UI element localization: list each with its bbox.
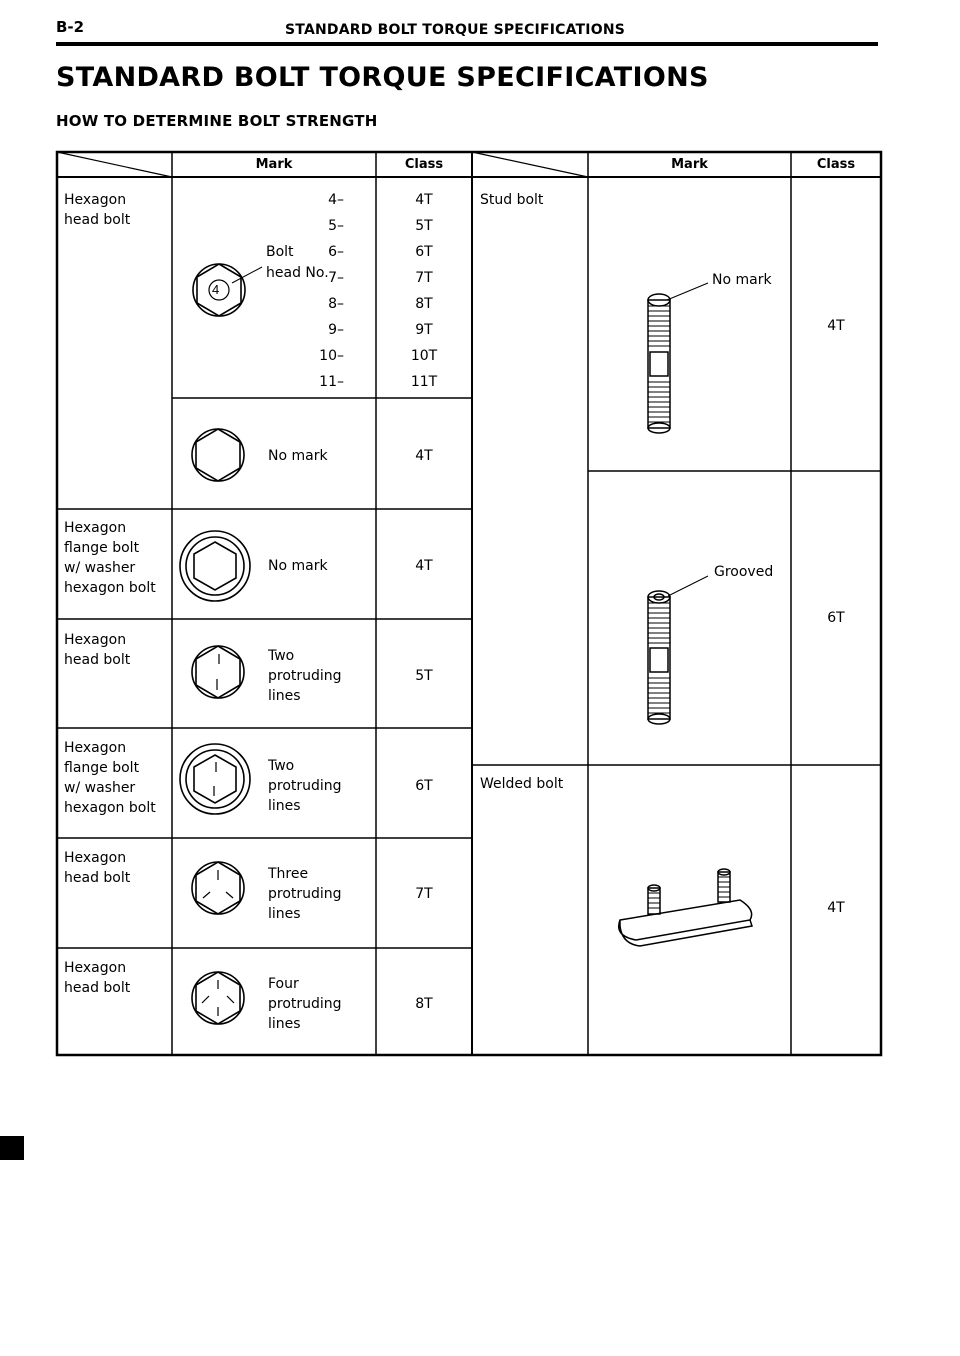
row3-mark: No mark (268, 558, 328, 574)
stud-bolt-icon (648, 576, 708, 724)
hexagon-flange-bolt-icon (180, 744, 250, 814)
header-class-right: Class (816, 157, 856, 172)
class-value: 9T (415, 322, 433, 338)
row4-bolt-type: Hexagon head bolt (64, 632, 131, 668)
head-number-mark: 10– (319, 348, 344, 364)
header-mark-right: Mark (671, 157, 708, 172)
stud-bolt-type: Stud bolt (480, 192, 544, 208)
header-mark-left: Mark (255, 157, 293, 172)
row6-mark: Three protruding lines (268, 866, 342, 922)
page-title: STANDARD BOLT TORQUE SPECIFICATIONS (56, 62, 709, 93)
stud2-class: 6T (827, 610, 845, 626)
row2-class: 4T (415, 448, 433, 464)
stud-bolt-icon (648, 283, 708, 433)
page-edge-marker (0, 1136, 24, 1160)
welded-bolt-type: Welded bolt (480, 776, 564, 792)
row5-class: 6T (415, 778, 433, 794)
running-title: STANDARD BOLT TORQUE SPECIFICATIONS (285, 22, 626, 38)
row7-bolt-type: Hexagon head bolt (64, 960, 131, 996)
head-number: 4 (212, 282, 220, 297)
stud1-class: 4T (827, 318, 845, 334)
hexagon-bolt-head-icon (192, 429, 244, 481)
head-number-mark: 4– (328, 192, 344, 208)
class-value: 5T (415, 218, 433, 234)
row7-mark: Four protruding lines (268, 976, 342, 1032)
bolt-label: Bolt (266, 244, 294, 260)
hexagon-bolt-head-icon (192, 646, 244, 698)
row4-class: 5T (415, 668, 433, 684)
row4-mark: Two protruding lines (268, 648, 342, 704)
head-number-mark: 7– (328, 270, 344, 286)
hexagon-bolt-head-icon (192, 862, 244, 914)
section-subtitle: HOW TO DETERMINE BOLT STRENGTH (56, 112, 378, 130)
class-value: 7T (415, 270, 433, 286)
stud1-mark: No mark (712, 272, 772, 288)
row6-bolt-type: Hexagon head bolt (64, 850, 131, 886)
class-value: 4T (415, 192, 433, 208)
row1-bolt-type: Hexagon head bolt (64, 192, 131, 228)
hexagon-bolt-head-icon (193, 264, 262, 316)
page-code: B-2 (56, 18, 85, 36)
stud2-mark: Grooved (714, 564, 774, 580)
row3-class: 4T (415, 558, 433, 574)
hexagon-bolt-head-icon (192, 972, 244, 1024)
class-value: 8T (415, 296, 433, 312)
header-class-left: Class (404, 157, 444, 172)
row5-mark: Two protruding lines (268, 758, 342, 814)
row3-bolt-type: Hexagon flange bolt w/ washer hexagon bolt (64, 520, 156, 596)
head-number-mark: 9– (328, 322, 344, 338)
head-number-mark: 6– (328, 244, 344, 260)
row2-mark: No mark (268, 448, 328, 464)
class-value: 6T (415, 244, 433, 260)
row7-class: 8T (415, 996, 433, 1012)
head-number-mark: 5– (328, 218, 344, 234)
row5-bolt-type: Hexagon flange bolt w/ washer hexagon bolt (64, 740, 156, 816)
head-number-mark: 11– (319, 374, 344, 390)
welded-class: 4T (827, 900, 845, 916)
class-value: 10T (410, 348, 438, 364)
welded-bolt-icon (619, 869, 752, 946)
row6-class: 7T (415, 886, 433, 902)
hexagon-flange-bolt-icon (180, 531, 250, 601)
head-number-mark: 8– (328, 296, 344, 312)
class-value: 11T (410, 374, 438, 390)
head-no-label: head No. (266, 265, 329, 281)
